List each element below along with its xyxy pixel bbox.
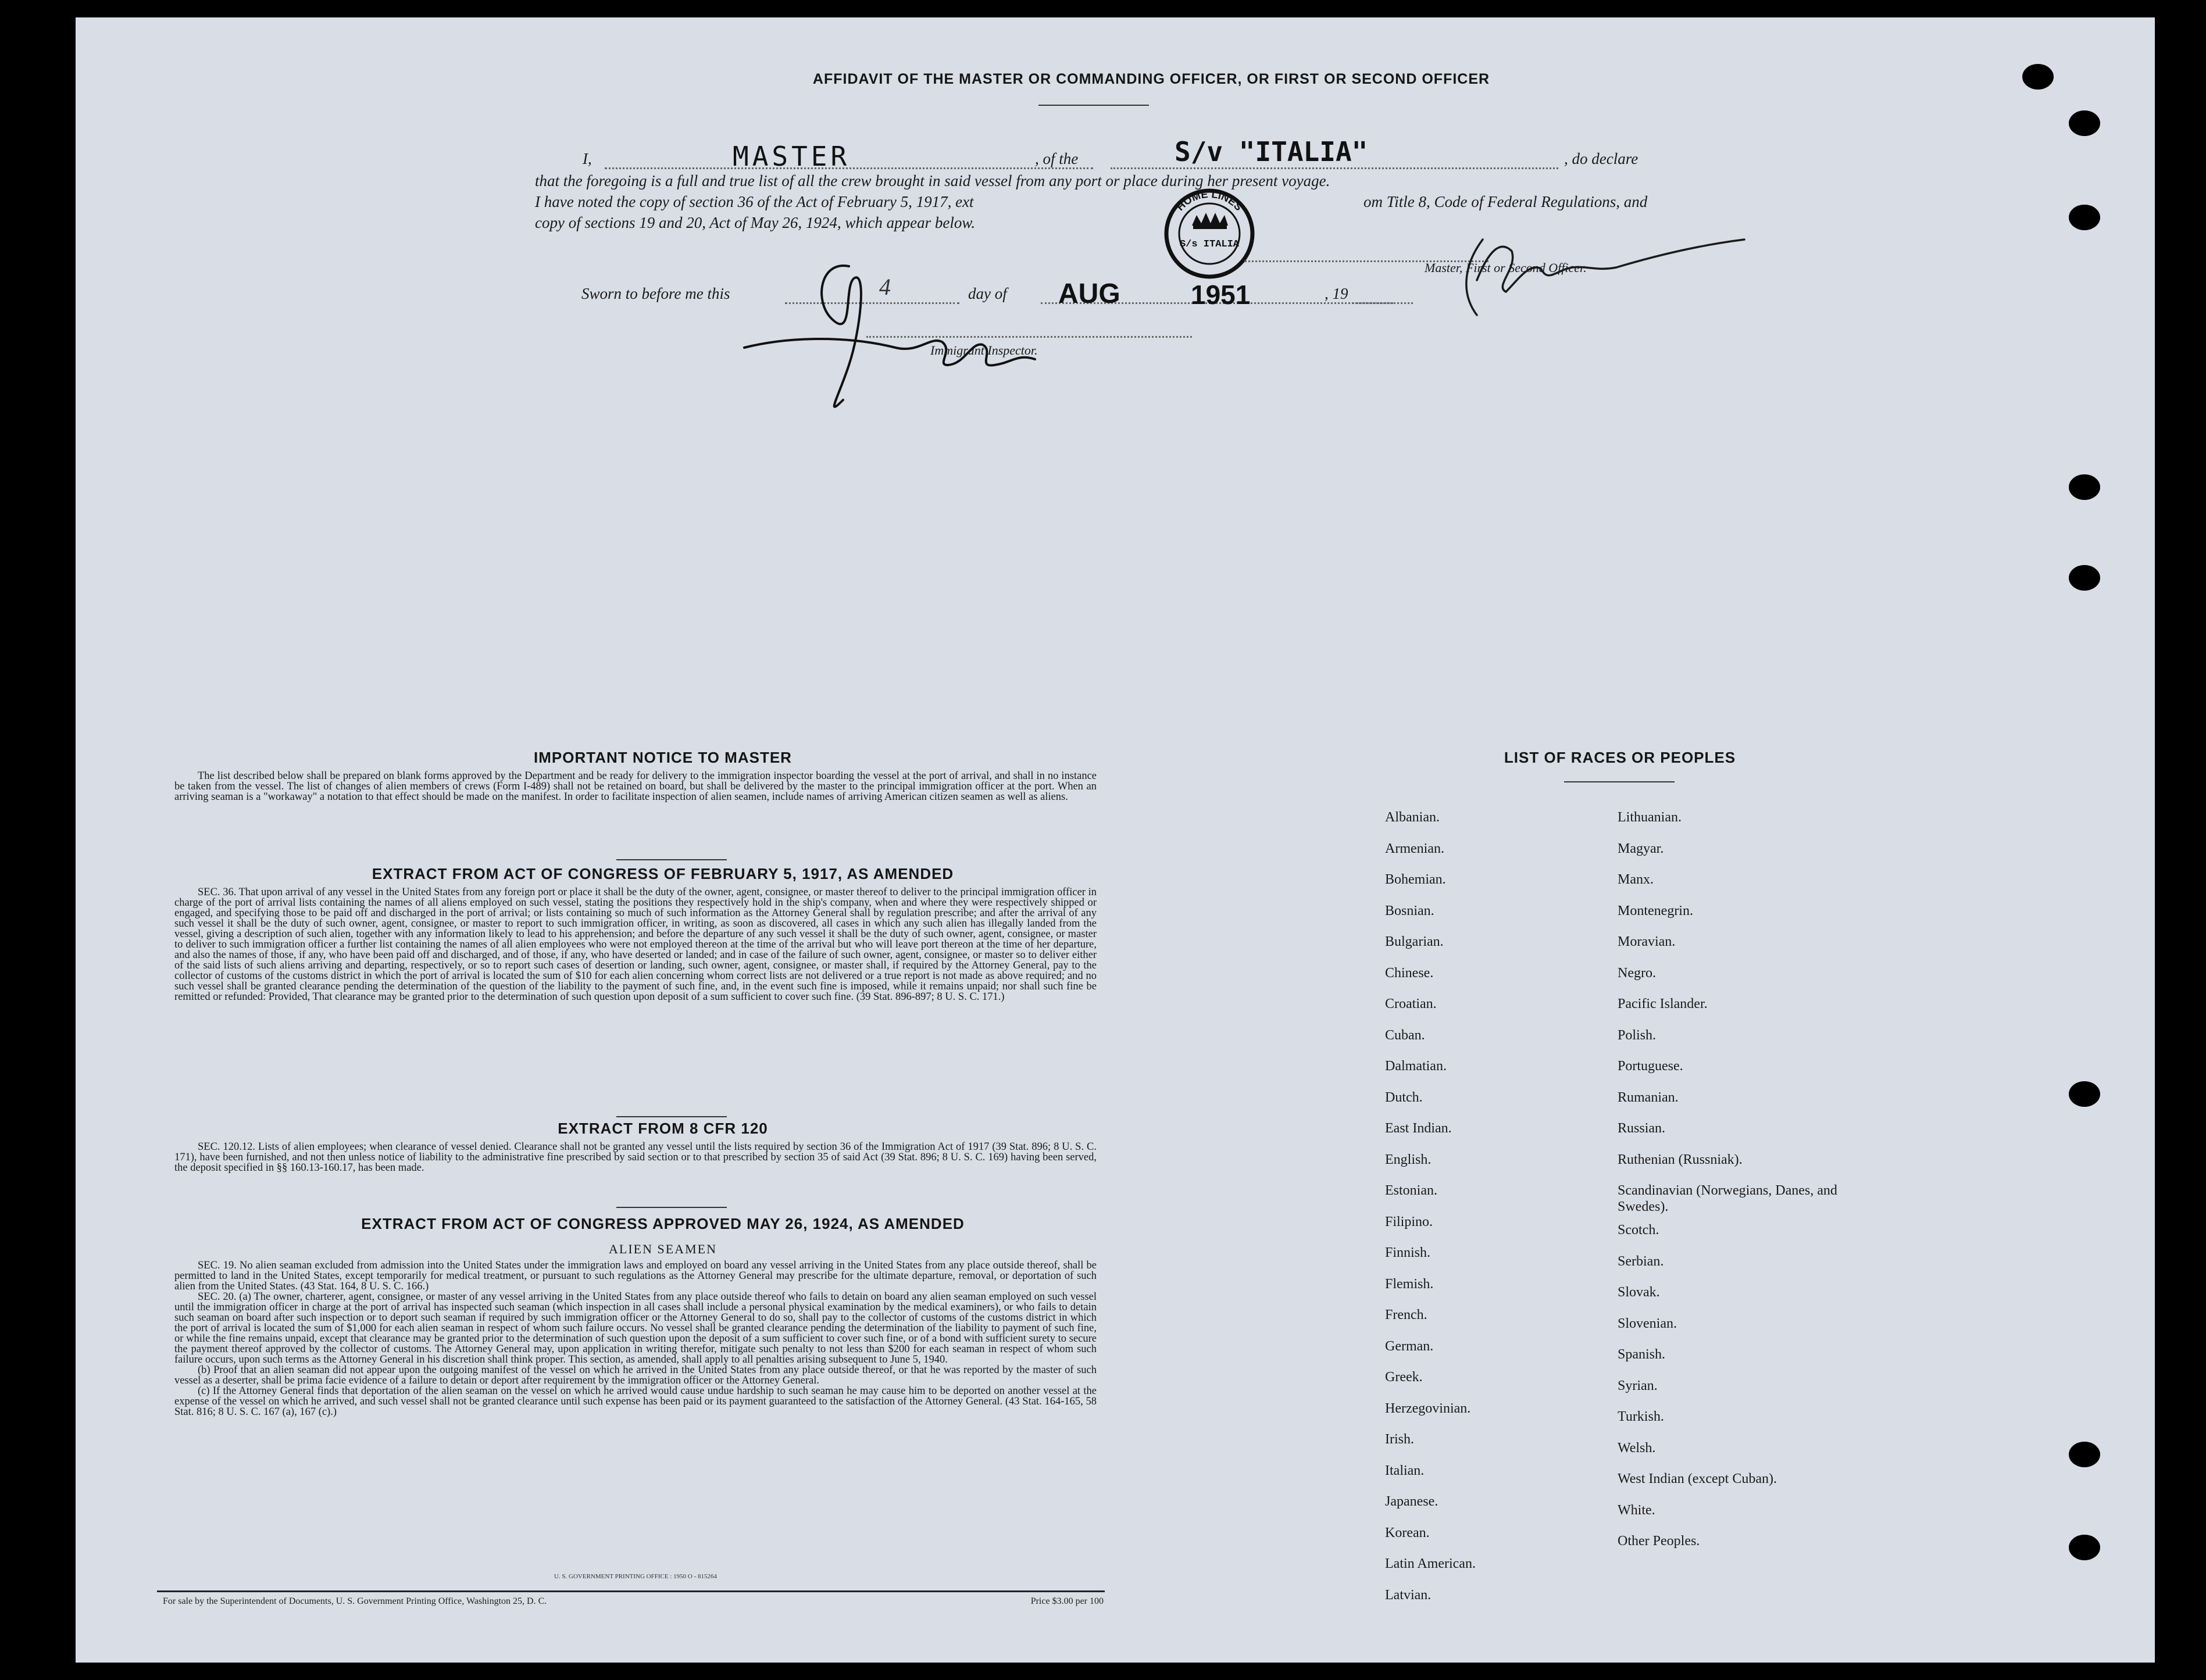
race-item: White.	[1618, 1502, 1655, 1518]
race-item: Cuban.	[1385, 1027, 1425, 1043]
race-item: West Indian (except Cuban).	[1618, 1471, 1777, 1486]
race-item: Chinese.	[1385, 965, 1434, 981]
notice-rule	[616, 859, 727, 860]
race-item: Bulgarian.	[1385, 934, 1444, 949]
binder-hole	[2069, 565, 2100, 591]
sworn-year-stamp: 1951	[1191, 280, 1251, 310]
race-item: Slovak.	[1618, 1285, 1660, 1300]
race-item: Turkish.	[1618, 1409, 1664, 1424]
extract-1917-title: EXTRACT FROM ACT OF CONGRESS OF FEBRUARY 5, 1917, AS AMENDED	[372, 865, 954, 882]
race-item: Syrian.	[1618, 1378, 1658, 1393]
notice-title: IMPORTANT NOTICE TO MASTER	[534, 749, 792, 766]
race-item: Polish.	[1618, 1027, 1657, 1043]
race-item: Moravian.	[1618, 934, 1676, 949]
race-item: Latin American.	[1385, 1556, 1476, 1571]
extract-1924-para-4: (c) If the Attorney General finds that deportation of the alien seaman on the vessel on which he arrived would cause undue hardship to such seaman he may cause him to be deported on another vessel at the expense of the vessel on which he arrived, and such vessel shall not be granted clearance until such expense has been paid or its payment guaranteed to the satisfaction of the Attorney General. (43 Stat. 164-165, 58 Stat. 816; 8 U. S. C. 167 (a), 167 (c).)	[174, 1385, 1097, 1418]
inspector-caption: Immigrant Inspector.	[930, 343, 1038, 358]
race-item: Bohemian.	[1385, 872, 1446, 887]
race-item: Flemish.	[1385, 1276, 1434, 1292]
race-item: Scandinavian (Norwegians, Danes, and Swedes).	[1618, 1183, 1837, 1214]
declaration-of-the: , of the	[1035, 150, 1079, 167]
race-item: Other Peoples.	[1618, 1534, 1700, 1549]
sworn-day-handwritten: 4	[879, 274, 891, 300]
declaration-i: I,	[583, 150, 592, 167]
race-item: Irish.	[1385, 1432, 1414, 1447]
race-item: Italian.	[1385, 1463, 1425, 1478]
footer-sale-note: For sale by the Superintendent of Documents, U. S. Government Printing Office, Washington 25, D. C.	[163, 1596, 547, 1606]
declaration-do-declare: , do declare	[1564, 150, 1639, 167]
vessel-dotted-line	[1111, 167, 1558, 169]
notice-text: The list described below shall be prepared on blank forms approved by the Department and be ready for delivery to the immigration inspector boarding the vessel at the port of arrival, and shall in no instance be taken from the vessel. The list of changes of alien members of crews (Form I-489) shall not be retained on board, but shall be delivered by the master to the principal immigration officer at the port. When an arriving seaman is a "workaway" a notation to that effect should be made on the manifest. In order to facilitate inspection of alien seamen, include names of arriving American citizen seamen as well as aliens.	[174, 770, 1097, 803]
race-item: East Indian.	[1385, 1121, 1452, 1136]
race-item: French.	[1385, 1307, 1427, 1322]
stamp-center-text: S/s ITALIA	[1179, 239, 1240, 250]
binder-hole	[2069, 1442, 2100, 1467]
binder-hole	[2069, 205, 2100, 230]
race-item: Japanese.	[1385, 1494, 1438, 1509]
race-item: Welsh.	[1618, 1440, 1656, 1456]
race-item: Albanian.	[1385, 810, 1440, 825]
affidavit-title: AFFIDAVIT OF THE MASTER OR COMMANDING OFFICER, OR FIRST OR SECOND OFFICER	[812, 71, 1490, 87]
binder-hole	[2069, 110, 2100, 136]
race-item: Croatian.	[1385, 996, 1437, 1011]
filled-name-master: MASTER	[733, 141, 851, 172]
declaration-line-3b: om Title 8, Code of Federal Regulations, and	[1363, 193, 1648, 210]
binder-hole	[2022, 64, 2054, 90]
race-item: Bosnian.	[1385, 903, 1434, 918]
race-item: Estonian.	[1385, 1183, 1437, 1198]
document-sheet	[76, 17, 2155, 1663]
sworn-prefix: Sworn to before me this	[581, 285, 730, 302]
race-item: Slovenian.	[1618, 1316, 1677, 1331]
extract-cfr-rule	[616, 1207, 727, 1208]
stamp-seal-icon	[1163, 187, 1256, 280]
declaration-line-2: that the foregoing is a full and true list of all the crew brought in said vessel from any port or place during her present voyage.	[535, 172, 1330, 190]
race-item: Korean.	[1385, 1525, 1430, 1540]
race-item: Manx.	[1618, 872, 1654, 887]
race-item: Lithuanian.	[1618, 810, 1682, 825]
races-rule	[1564, 781, 1675, 782]
extract-1917-text: SEC. 36. That upon arrival of any vessel in the United States from any foreign port or place it shall be the duty of the owner, agent, consignee, or master thereof to deliver to the principal immigration officer in charge of the port of arrival lists containing the names of all aliens employed on such vessel, stating the positions they respectively hold in the ship's company, when and where they were respectively shipped or engaged, and specifying those to be paid off and discharged in the port of arrival; or lists containing so much of such information as the Attorney General shall by regulation prescribe; and after the arrival of any such vessel it shall be the duty of such owner, agent, consignee, or master to report to such immigration officer, in writing, as soon as discovered, all cases in which any such alien has illegally landed from the vessel, giving a description of such alien, together with any information likely to lead to his apprehension; and before the departure of any such vessel it shall be the duty of such owner, agent, consignee, or master to deliver to such immigration officer a further list containing the names of all alien employees who were not employed thereon at the time of the arrival but who will leave port thereon at the time of her departure, and also the names of those, if any, who have been paid off and discharged, and of those, if any, who have deserted or landed; and in case of the failure of such owner, agent, consignee, or master so to deliver either of the said lists of such aliens arriving and departing, respectively, or so to report such cases of desertion or landing, such owner, agent, consignee, or master shall, if required by the Attorney General, pay to the collector of customs of the customs district in which the port of arrival is located the sum of $10 for each alien concerning whom correct lists are not delivered or a true report is not made as above required; and no such vessel shall be granted clearance pending the determination of the question of the liability to the payment of such fine, and, in the event such fine is imposed, while it remains unpaid; nor shall such fine be remitted or refunded: Provided, That clearance may be granted prior to the determination of such question upon deposit of a sum sufficient to cover such fine. (39 Stat. 896-897; 8 U. S. C. 171.)	[174, 887, 1097, 1003]
race-item: Herzegovinian.	[1385, 1400, 1471, 1416]
race-item: Filipino.	[1385, 1214, 1433, 1229]
race-item: Scotch.	[1618, 1223, 1659, 1238]
race-item: Russian.	[1618, 1121, 1666, 1136]
extract-1924-title: EXTRACT FROM ACT OF CONGRESS APPROVED MAY 26, 1924, AS AMENDED	[361, 1215, 965, 1232]
race-item: Armenian.	[1385, 841, 1444, 856]
sworn-month-stamp: AUG	[1058, 278, 1120, 309]
sworn-day-of: day of	[968, 285, 1007, 302]
extract-cfr-title: EXTRACT FROM 8 CFR 120	[558, 1120, 768, 1137]
race-item: Greek.	[1385, 1370, 1423, 1385]
race-item: Spanish.	[1618, 1347, 1666, 1362]
race-item: Rumanian.	[1618, 1089, 1679, 1105]
race-item: Pacific Islander.	[1618, 996, 1708, 1011]
race-item: Ruthenian (Russniak).	[1618, 1152, 1743, 1167]
footer-rule	[157, 1590, 1105, 1592]
printing-office-note: U. S. GOVERNMENT PRINTING OFFICE : 1950 O - 815264	[554, 1573, 717, 1580]
home-lines-stamp	[1163, 187, 1256, 280]
races-title: LIST OF RACES OR PEOPLES	[1504, 749, 1736, 766]
sworn-year-prefix: , 19	[1325, 285, 1348, 302]
extract-1924-para-1: SEC. 19. No alien seaman excluded from admission into the United States under the immigration laws and employed on board any vessel arriving in the United States from any place outside thereof, shall be permitted to land in the United States, except temporarily for medical treatment, or pursuant to such regulations as the Attorney General may prescribe for the ultimate departure, removal, or deportation of such alien from the United States. (43 Stat. 164, 8 U. S. C. 166.)	[174, 1260, 1097, 1292]
inspector-signature-line	[866, 336, 1192, 338]
race-item: Serbian.	[1618, 1253, 1664, 1269]
race-item: Latvian.	[1385, 1587, 1432, 1603]
extract-1924-para-2: SEC. 20. (a) The owner, charterer, agent, consignee, or master of any vessel arriving in the United States from any place outside thereof who fails to detain on board any alien seaman employed on such vessel until the immigration officer in charge at the port of arrival has inspected such seaman (which inspection in all cases shall include a personal physical examination by the medical examiners), or who fails to detain such seaman on board after such inspection or to deport such seaman if required by such immigration officer or the Attorney General to do so, shall pay to the collector of customs of the customs district in which the port of arrival is located the sum of $1,000 for each alien seaman in respect of whom such failure occurs. No vessel shall be granted clearance pending the determination of the liability to payment of such fine, or while the fine remains unpaid, except that clearance may be granted prior to the determination of such question upon the deposit of a sum sufficient to cover such fine, or of a bond with sufficient surety to secure the payment thereof approved by the collector of customs. The Attorney General may, upon application in writing therefor, mitigate such penalty to not less than $200 for each seaman in respect of whom such failure occurs, upon such terms as the Attorney General in his discretion shall think proper. This section, as amended, shall apply to all penalties arising subsequent to June 5, 1940.	[174, 1291, 1097, 1366]
race-item: Montenegrin.	[1618, 903, 1693, 918]
race-item: Finnish.	[1385, 1245, 1431, 1260]
race-item: Portuguese.	[1618, 1059, 1683, 1074]
race-item: Negro.	[1618, 965, 1656, 981]
extract-cfr-text: SEC. 120.12. Lists of alien employees; when clearance of vessel denied. Clearance shall not be granted any vessel until the lists required by section 36 of the Immigration Act of 1917 (39 Stat. 896; 8 U. S. C. 171), have been furnished, and not then unless notice of liability to the administrative fine prescribed by said section or to that prescribed by section 35 of said Act (39 Stat. 896; 8 U. S. C. 169) having been served, the deposit specified in §§ 160.13-160.17, has been made.	[174, 1141, 1097, 1174]
stamp-ring-text: HOME LINES	[1174, 188, 1245, 213]
extract-1924-body	[174, 1260, 1097, 1417]
race-item: German.	[1385, 1338, 1434, 1354]
race-item: Dutch.	[1385, 1089, 1423, 1105]
extract-1924-para-3: (b) Proof that an alien seaman did not appear upon the outgoing manifest of the vessel on which he arrived in the United States from any place outside thereof, or that he was reported by the master of such vessel as a deserter, shall be prima facie evidence of a failure to detain or deport after requirement by the immigration officer or the Attorney General.	[174, 1364, 1097, 1386]
declaration-line-3a: I have noted the copy of section 36 of the Act of February 5, 1917, ext	[535, 193, 974, 210]
footer-price: Price $3.00 per 100	[1030, 1596, 1104, 1606]
extract-1924-subtitle: ALIEN SEAMEN	[609, 1242, 717, 1256]
extract-1917-rule	[616, 1116, 727, 1117]
filled-vessel-name: S/v "ITALIA"	[1175, 136, 1368, 167]
declaration-line-4: copy of sections 19 and 20, Act of May 26, 1924, which appear below.	[535, 214, 976, 231]
race-item: Magyar.	[1618, 841, 1664, 856]
binder-hole	[2069, 1535, 2100, 1560]
binder-hole	[2069, 474, 2100, 500]
svg-text:HOME LINES	[1174, 188, 1244, 213]
race-item: Dalmatian.	[1385, 1059, 1447, 1074]
sworn-year-line	[1352, 302, 1393, 304]
master-caption: Master, First or Second Officer.	[1425, 260, 1587, 275]
race-item: English.	[1385, 1152, 1432, 1167]
title-rule	[1038, 105, 1149, 106]
binder-hole	[2069, 1081, 2100, 1107]
